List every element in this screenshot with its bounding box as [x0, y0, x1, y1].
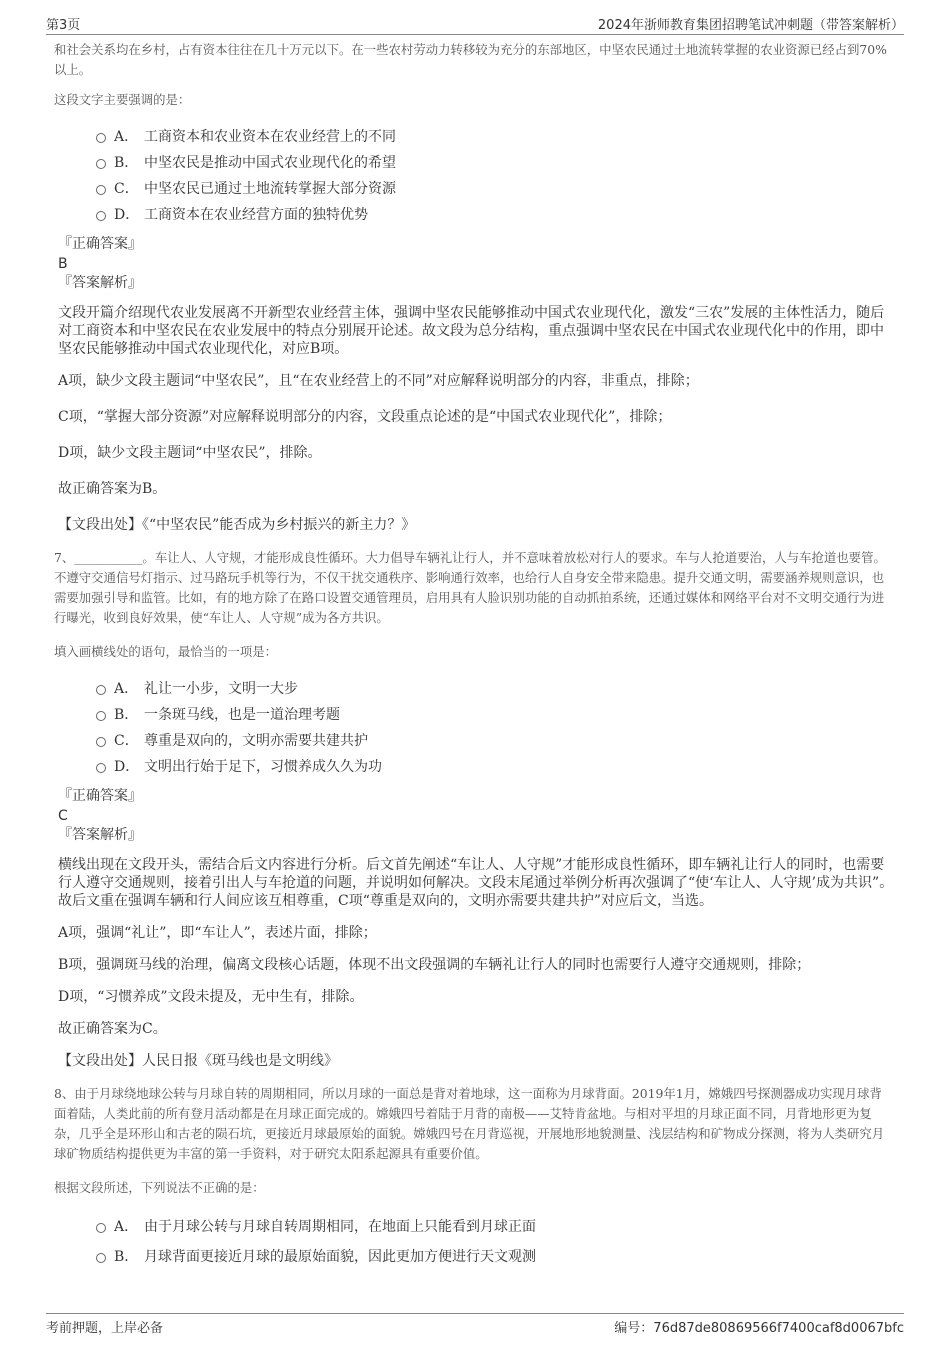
radio-icon[interactable] — [96, 185, 106, 195]
page-footer — [46, 1313, 904, 1336]
q7-analysis-main: 横线出现在文段开头，需结合后文内容进行分析。后文首先阐述“车让人、人守规”才能形成良性循环，即车辆礼让行人的同时，也需要行人遵守交通规则，接着引出人与车抢道的问题，并说明如何解决。文段末尾通过举例分析再次强调了“使‘车让人、人守规’成为共识”。故后文重在强调车辆和行人间应该互相尊重，C项“尊重是双向的，文明亦需要共建共护”对应后文，当选。 — [58, 857, 894, 909]
q6-option-d[interactable]: D． 工商资本在农业经营方面的独特优势 — [54, 202, 894, 228]
document-title: 2024年浙师教育集团招聘笔试冲刺题（带答案解析） — [597, 18, 904, 33]
radio-icon[interactable] — [96, 159, 106, 169]
q6-answer: B — [58, 256, 68, 272]
q6-options — [54, 124, 894, 228]
page-header — [46, 12, 904, 35]
document-id: 编号：76d87de80869566f7400caf8d0067bfc — [614, 1321, 904, 1336]
q6-analysis-conclusion: 故正确答案为B。 — [58, 481, 167, 497]
q7-prompt: 填入画横线处的语句，最恰当的一项是： — [54, 644, 278, 659]
main-content — [54, 40, 894, 1272]
q7-source: 【文段出处】人民日报《斑马线也是文明线》 — [58, 1053, 338, 1069]
q8-passage: 8、由于月球绕地球公转与月球自转的周期相同，所以月球的一面总是背对着地球，这一面称为月球背面。2019年1月，嫦娥四号探测器成功实现月球背面着陆，人类此前的所有登月活动都是在月球正面完成的。嫦娥四号着陆于月背的南极——艾特肯盆地。与相对平坦的月球正面不同，月背地形更为复杂，几乎全是环形山和古老的陨石坑，更接近月球最原始的面貌。嫦娥四号在月背巡视，开展地形地貌测量、浅层结构和矿物成分探测，将为人类研究月球矿物质结构提供更为丰富的第一手资料，对于研究太阳系起源具有重要价值。 — [54, 1086, 885, 1161]
q7-options — [54, 676, 894, 780]
q7-analysis-conclusion: 故正确答案为C。 — [58, 1021, 167, 1037]
q6-analysis-d: D项，缺少文段主题词“中坚农民”，排除。 — [58, 445, 322, 461]
q8-option-b[interactable]: B． 月球背面更接近月球的最原始面貌，因此更加方便进行天文观测 — [54, 1242, 894, 1272]
q7-analysis-label: 『答案解析』 — [58, 827, 142, 843]
radio-icon[interactable] — [96, 685, 106, 695]
q7-answer: C — [58, 808, 68, 824]
q8-options — [54, 1212, 894, 1272]
q7-analysis-a: A项，强调“礼让”，即“车让人”，表述片面，排除； — [58, 925, 377, 941]
q7-option-b[interactable]: B． 一条斑马线，也是一道治理考题 — [54, 702, 894, 728]
q6-analysis-main: 文段开篇介绍现代农业发展离不开新型农业经营主体，强调中坚农民能够推动中国式农业现代化，激发“三农”发展的主体性活力，随后对工商资本和中坚农民在农业发展中的特点分别展开论述。故文段为总分结构，重点强调中坚农民在中国式农业现代化中的作用，即中坚农民能够推动中国式农业现代化，对应B项。 — [58, 305, 885, 357]
q7-option-c[interactable]: C． 尊重是双向的，文明亦需要共建共护 — [54, 728, 894, 754]
radio-icon[interactable] — [96, 133, 106, 143]
q7-option-a[interactable]: A． 礼让一小步，文明一大步 — [54, 676, 894, 702]
radio-icon[interactable] — [96, 763, 106, 773]
q6-prompt: 这段文字主要强调的是： — [54, 92, 191, 107]
radio-icon[interactable] — [96, 1223, 106, 1233]
q6-option-b[interactable]: B． 中坚农民是推动中国式农业现代化的希望 — [54, 150, 894, 176]
q6-option-a[interactable]: A． 工商资本和农业资本在农业经营上的不同 — [54, 124, 894, 150]
radio-icon[interactable] — [96, 1253, 106, 1263]
radio-icon[interactable] — [96, 211, 106, 221]
q6-option-c[interactable]: C． 中坚农民已通过土地流转掌握大部分资源 — [54, 176, 894, 202]
q6-analysis-label: 『答案解析』 — [58, 275, 142, 291]
q6-source: 【文段出处】《“中坚农民”能否成为乡村振兴的新主力？》 — [58, 517, 416, 533]
q7-analysis-d: D项，“习惯养成”文段未提及，无中生有，排除。 — [58, 989, 364, 1005]
q7-option-d[interactable]: D． 文明出行始于足下，习惯养成久久为功 — [54, 754, 894, 780]
radio-icon[interactable] — [96, 737, 106, 747]
q6-passage-tail: 和社会关系均在乡村，占有资本往往在几十万元以下。在一些农村劳动力转移较为充分的东部地区，中坚农民通过土地流转掌握的农业资源已经占到70%以上。 — [54, 42, 887, 77]
footer-slogan: 考前押题，上岸必备 — [46, 1321, 164, 1336]
page-number: 第3页 — [46, 18, 81, 33]
q8-prompt: 根据文段所述，下列说法不正确的是： — [54, 1180, 265, 1195]
q7-answer-label: 『正确答案』 — [58, 788, 142, 804]
q6-analysis-a: A项，缺少文段主题词“中坚农民”，且“在农业经营上的不同”对应解释说明部分的内容，非重点，排除； — [58, 373, 699, 389]
q7-analysis-b: B项，强调斑马线的治理，偏离文段核心话题，体现不出文段强调的车辆礼让行人的同时也需要行人遵守交通规则，排除； — [58, 957, 811, 973]
q8-option-a[interactable]: A． 由于月球公转与月球自转周期相同，在地面上只能看到月球正面 — [54, 1212, 894, 1242]
q6-answer-label: 『正确答案』 — [58, 236, 142, 252]
q6-analysis-c: C项，“掌握大部分资源”对应解释说明部分的内容，文段重点论述的是“中国式农业现代化”，排除； — [58, 409, 672, 425]
q7-passage: 7、___________。车让人、人守规，才能形成良性循环。大力倡导车辆礼让行人，并不意味着放松对行人的要求。车与人抢道要治，人与车抢道也要管。不遵守交通信号灯指示、过马路玩手机等行为，不仅干扰交通秩序、影响通行效率，也给行人自身安全带来隐患。提升交通文明，需要涵养规则意识，也需要加强引导和监管。比如，有的地方除了在路口设置交通管理员，启用具有人脸识别功能的自动抓拍系统，还通过媒体和网络平台对不文明交通行为进行曝光，收到良好效果，使“车让人、人守规”成为各方共识。 — [54, 550, 886, 625]
radio-icon[interactable] — [96, 711, 106, 721]
